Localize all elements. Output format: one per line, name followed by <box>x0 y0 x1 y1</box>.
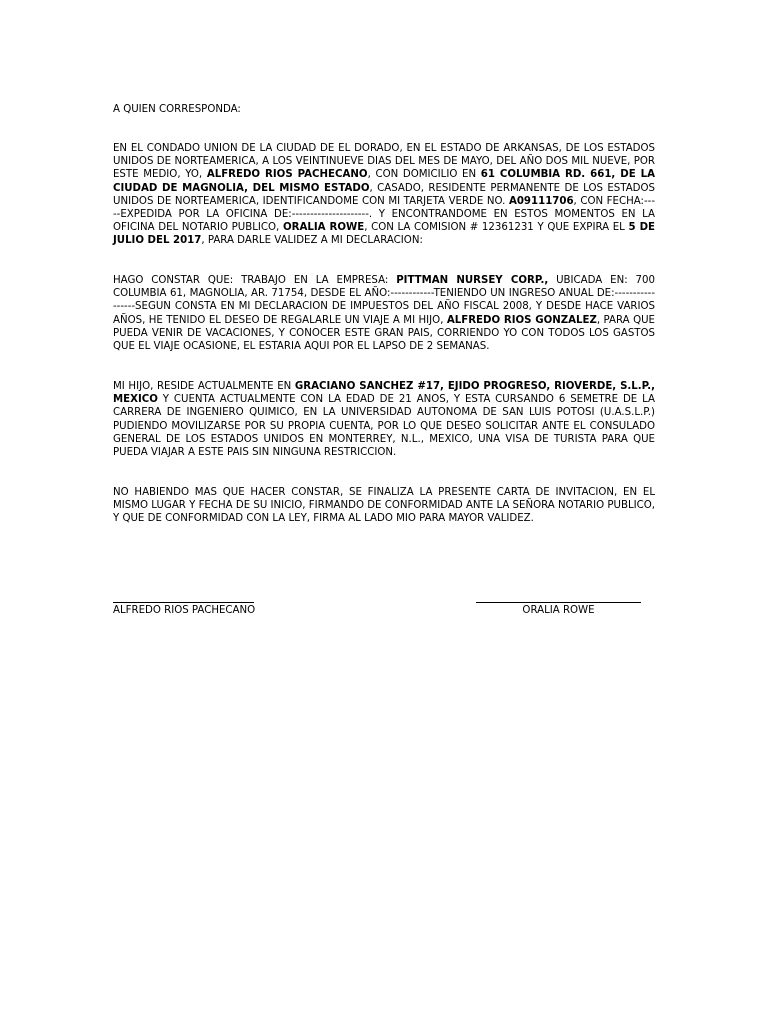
text-run: MI HIJO, RESIDE ACTUALMENTE EN <box>113 381 295 392</box>
bold-text-run: GRACIANO SANCHEZ #17, EJIDO PROGRESO, RIOVERDE, S.L.P., MEXICO <box>113 381 655 406</box>
text-run: , PARA DARLE VALIDEZ A MI DECLARACION: <box>201 235 423 247</box>
text-run: , CON FECHA:-----EXPEDIDA POR LA OFICINA DE:---------------------. Y ENCONTRANDOME EN ESTOS MOMENTOS EN LA OFICINA DEL NOTARIO PUBLICO, <box>113 195 655 234</box>
signature-name-left: ALFREDO RIOS PACHECANO <box>113 605 256 616</box>
text-run: , PARA QUE PUEDA VENIR DE VACACIONES, Y CONOCER ESTE GRAN PAIS, CORRIENDO YO CON TODOS LOS GASTOS QUE EL VIAJE OCASIONE, EL ESTARIA AQUI POR EL LAPSO DE 2 SEMANAS. <box>113 314 655 353</box>
text-run: Y CUENTA ACTUALMENTE CON LA EDAD DE 21 ANOS, Y ESTA CURSANDO 6 SEMETRE DE LA CARRERA DE INGENIERO QUIMICO, EN LA UNIVERSIDAD AUTONOMA DE SAN LUIS POTOSI (U.A.S.L.P.) PUDIENDO MOVILIZARSE POR SU PROPIA CUENTA, POR LO QUE DESEO SOLICITAR ANTE EL CONSULADO GENERAL DE LOS ESTADOS UNIDOS EN MONTERREY, N.L., MEXICO, UNA VISA DE TURISTA PARA QUE PUEDA VIAJAR A ESTE PAIS SIN NINGUNA RESTRICCION. <box>113 394 655 459</box>
bold-text-run: A09111706 <box>508 195 574 207</box>
text-run: , CASADO, RESIDENTE PERMANENTE DE LOS ESTADOS UNIDOS DE NORTEAMERICA, IDENTIFICANDOME CON MI TARJETA VERDE NO. <box>113 182 655 207</box>
signature-name-right: ORALIA ROWE <box>522 605 595 616</box>
text-run: , CON DOMICILIO EN <box>367 169 481 181</box>
paragraph-3 <box>113 380 655 459</box>
paragraph-2 <box>113 274 655 353</box>
text-run: , CON LA COMISION # 12361231 Y QUE EXPIRA EL <box>364 222 629 234</box>
signature-line-left <box>113 602 254 603</box>
bold-text-run: 5 DE JULIO DEL 2017 <box>113 222 656 247</box>
text-run: UBICADA EN: 700 COLUMBIA 61, MAGNOLIA, AR. 71754, DESDE EL AÑO:------------TENIENDO UN INGRESO ANUAL DE:-----------------SEGUN CONSTA EN MI DECLARACION DE IMPUESTOS DEL AÑO FISCAL 2008, Y DESDE HACE VARIOS AÑOS, HE TENIDO EL DESEO DE REGALARLE UN VIAJE A MI HIJO, <box>113 275 655 326</box>
bold-text-run: ORALIA ROWE <box>282 222 365 234</box>
paragraph-1 <box>113 142 655 248</box>
text-run: HAGO CONSTAR QUE: TRABAJO EN LA EMPRESA: <box>113 275 397 286</box>
bold-text-run: ALFREDO RIOS PACHECANO <box>206 169 368 181</box>
paragraph-4 <box>113 486 655 526</box>
signature-line-right <box>476 602 641 603</box>
bold-text-run: PITTMAN NURSEY CORP., <box>396 275 549 286</box>
bold-text-run: 61 COLUMBIA RD. 661, DE LA CIUDAD DE MAGNOLIA, DEL MISMO ESTADO <box>113 169 656 194</box>
text-run: NO HABIENDO MAS QUE HACER CONSTAR, SE FINALIZA LA PRESENTE CARTA DE INVITACION, EN EL MISMO LUGAR Y FECHA DE SU INICIO, FIRMANDO DE CONFORMIDAD ANTE LA SEÑORA NOTARIO PUBLICO, Y QUE DE CONFORMIDAD CON LA LEY, FIRMA AL LADO MIO PARA MAYOR VALIDEZ. <box>113 487 655 525</box>
text-run: EN EL CONDADO UNION DE LA CIUDAD DE EL DORADO, EN EL ESTADO DE ARKANSAS, DE LOS ESTADOS UNIDOS DE NORTEAMERICA, A LOS VEINTINUEVE DIAS DEL MES DE MAYO, DEL AÑO DOS MIL NUEVE, POR ESTE MEDIO, YO, <box>113 143 655 181</box>
bold-text-run: ALFREDO RIOS GONZALEZ <box>446 314 597 326</box>
salutation: A QUIEN CORRESPONDA: <box>113 104 241 115</box>
